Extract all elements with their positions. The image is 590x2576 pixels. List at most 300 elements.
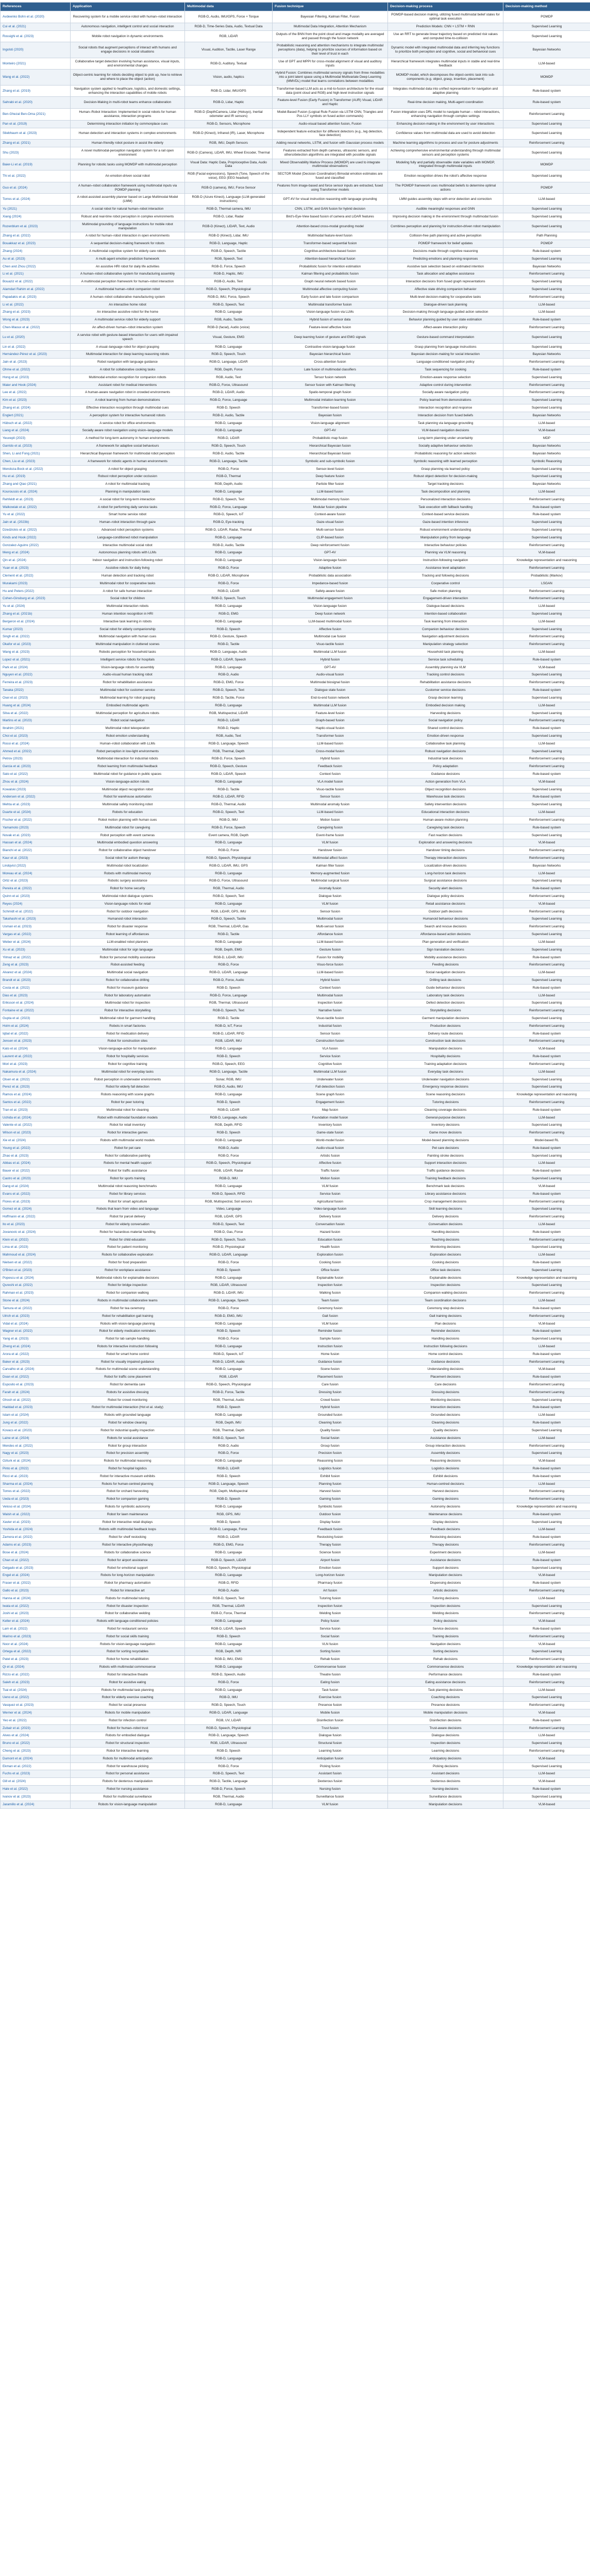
cell-reference[interactable]: Mendoza-Bock et al. (2022) (1, 465, 71, 473)
table-row (1, 1412, 590, 1419)
cell-reference[interactable]: Baker et al. (2023) (1, 1358, 71, 1366)
cell-reference[interactable]: Noor et al. (2024) (1, 1640, 71, 1648)
cell-reference[interactable]: Thi et al. (2022) (1, 171, 71, 182)
cell-fusion-technique: Probabilistic map fusion (273, 435, 388, 443)
cell-reference[interactable]: Fontaine et al. (2022) (1, 1007, 71, 1015)
cell-reference[interactable]: Joshi et al. (2023) (1, 1610, 71, 1618)
cell-reference[interactable]: Delgado et al. (2023) (1, 1564, 71, 1572)
cell-reference[interactable]: Yilmaz et al. (2022) (1, 954, 71, 961)
cell-application: Multimodal interaction for deep learning reasoning robots (71, 351, 185, 359)
cell-multimodal-data: RGB-D, Force, Ultrasound (185, 877, 273, 885)
cell-reference[interactable]: Kinds and Hook (2022) (1, 534, 71, 541)
cell-reference[interactable]: Wang et al. (2022) (1, 70, 71, 85)
cell-reference[interactable]: Alvarez et al. (2024) (1, 969, 71, 977)
cell-reference[interactable]: Zhou et al. (2024) (1, 778, 71, 786)
cell-reference[interactable]: Bouaziz et al. (2022) (1, 278, 71, 286)
cell-reference[interactable]: Jensen et al. (2023) (1, 1038, 71, 1045)
cell-reference[interactable]: Zamora et al. (2022) (1, 1534, 71, 1541)
cell-reference[interactable]: Wong et al. (2023) (1, 316, 71, 324)
cell-reference[interactable]: Bauer et al. (2022) (1, 1167, 71, 1175)
cell-reference[interactable]: Lin et al. (2022) (1, 343, 71, 351)
cell-decision-process: Team coordination decisions (388, 1297, 503, 1305)
cell-fusion-technique: Symbiotic fusion (273, 1503, 388, 1511)
cell-reference[interactable]: Iqbal et al. (2022) (1, 1030, 71, 1038)
cell-reference[interactable]: Reyes (2024) (1, 900, 71, 908)
cell-reference[interactable]: Vasquez et al. (2023) (1, 1702, 71, 1709)
cell-reference[interactable]: Alamdari Rahim et al. (2022) (1, 286, 71, 294)
cell-reference[interactable]: Jain et al. (2023b) (1, 519, 71, 527)
cell-reference[interactable]: Ohme et al. (2022) (1, 366, 71, 374)
cell-reference[interactable]: Rossi et al. (2024) (1, 740, 71, 748)
cell-reference[interactable]: Choi et al. (2023) (1, 732, 71, 740)
cell-reference[interactable]: Rizzo et al. (2022) (1, 1671, 71, 1679)
cell-reference[interactable]: Kumar (2023) (1, 625, 71, 633)
cell-reference[interactable]: Andersen et al. (2022) (1, 793, 71, 801)
cell-reference[interactable]: Perez et al. (2023) (1, 1083, 71, 1091)
cell-multimodal-data: RGB-D, Lidar, IMU/GPS (185, 85, 273, 97)
cell-reference[interactable]: Hassan et al. (2024) (1, 839, 71, 847)
cell-reference[interactable]: Ozturk et al. (2024) (1, 1458, 71, 1465)
cell-reference[interactable]: Zhang et al. (2021b) (1, 610, 71, 618)
cell-fusion-technique: Structural fusion (273, 1740, 388, 1748)
cell-reference[interactable]: Zhang et al. (2022) (1, 232, 71, 240)
cell-decision-method: Rule-based system (503, 1374, 590, 1381)
cell-reference[interactable]: Castro et al. (2023) (1, 1175, 71, 1183)
cell-reference[interactable]: Kowalski (2023) (1, 786, 71, 793)
cell-reference[interactable]: Tanaka (2022) (1, 687, 71, 694)
cell-reference[interactable]: Chan et al. (2022) (1, 1556, 71, 1564)
cell-reference[interactable]: Lima et al. (2023) (1, 1244, 71, 1251)
cell-reference[interactable]: Ferreira et al. (2023) (1, 679, 71, 687)
cell-decision-method: VLM-based (503, 1709, 590, 1717)
cell-reference[interactable]: Ibrahim (2021) (1, 725, 71, 733)
cell-reference[interactable]: Ben-Ghezal Ben-Oma (2021) (1, 109, 71, 121)
table-row (1, 457, 590, 465)
cell-reference[interactable]: Islam et al. (2024) (1, 1412, 71, 1419)
cell-reference[interactable]: Stone et al. (2024) (1, 1297, 71, 1305)
cell-reference[interactable]: Yamamoto (2023) (1, 824, 71, 832)
cell-reference[interactable]: Lee et al. (2022) (1, 389, 71, 397)
cell-reference[interactable]: Mendes et al. (2022) (1, 1442, 71, 1450)
cell-reference[interactable]: Shen, Li and Fong (2021) (1, 450, 71, 457)
cell-reference[interactable]: Flores et al. (2023) (1, 1198, 71, 1206)
cell-reference[interactable]: Jovanovic et al. (2024) (1, 1228, 71, 1236)
cell-reference[interactable]: Ghosh et al. (2022) (1, 1396, 71, 1404)
cell-fusion-technique: Multimodal surgical fusion (273, 877, 388, 885)
cell-reference[interactable]: Rehfeldt et al. (2023) (1, 496, 71, 503)
cell-reference[interactable]: Okafor et al. (2023) (1, 641, 71, 649)
cell-reference[interactable]: Iwata et al. (2022) (1, 1602, 71, 1610)
cell-reference[interactable]: Park et al. (2024) (1, 664, 71, 671)
cell-reference[interactable]: Osei et al. (2023) (1, 694, 71, 702)
cell-reference[interactable]: Olsen et al. (2022) (1, 1076, 71, 1083)
cell-reference[interactable]: Novak et al. (2023) (1, 832, 71, 839)
cell-reference[interactable]: Pinto et al. (2022) (1, 1465, 71, 1472)
cell-application: A robot learning from human demonstrations (71, 397, 185, 404)
cell-decision-method: Rule-based system (503, 247, 590, 255)
table-row (1, 870, 590, 877)
cell-reference[interactable]: Qin et al. (2024) (1, 557, 71, 565)
cell-reference[interactable]: Maier and Hook (2024) (1, 381, 71, 389)
cell-reference[interactable]: Zheng et al. (2024) (1, 1343, 71, 1350)
cell-reference[interactable]: Tran et al. (2023) (1, 1106, 71, 1114)
cell-reference[interactable]: Tamura et al. (2022) (1, 1304, 71, 1312)
cell-multimodal-data: RGB-D, Language (185, 1458, 273, 1465)
cell-reference[interactable]: Nagy et al. (2023) (1, 1450, 71, 1458)
table-row (1, 270, 590, 278)
cell-reference[interactable]: Ramos et al. (2024) (1, 1091, 71, 1099)
cell-reference[interactable]: Patel et al. (2023) (1, 1656, 71, 1664)
cell-reference[interactable]: Englert (2021) (1, 412, 71, 419)
cell-reference[interactable]: Dias et al. (2023) (1, 992, 71, 999)
cell-decision-method: Bayesian Networks (503, 443, 590, 450)
cell-fusion-technique: Sensor fusion (273, 793, 388, 801)
cell-multimodal-data: RGB-D, Force (185, 1762, 273, 1770)
cell-reference[interactable]: Abbas et al. (2024) (1, 1160, 71, 1167)
cell-decision-process: Assistance level adaptation (388, 565, 503, 572)
cell-application: A robot for performing daily service tasks (71, 503, 185, 511)
cell-reference[interactable]: Xie et al. (2024) (1, 1137, 71, 1145)
cell-reference[interactable]: Qureshi et al. (2022) (1, 1282, 71, 1290)
cell-reference[interactable]: Walkowiak et al. (2022) (1, 503, 71, 511)
cell-fusion-technique: LLM-based fusion (273, 969, 388, 977)
cell-reference[interactable]: Yuan et al. (2023) (1, 565, 71, 572)
cell-reference[interactable]: Marino et al. (2023) (1, 1633, 71, 1640)
cell-reference[interactable]: Yeuvepli (2023) (1, 435, 71, 443)
cell-decision-process: Library assistance decisions (388, 1190, 503, 1198)
cell-reference[interactable]: Ekman et al. (2022) (1, 1762, 71, 1770)
cell-reference[interactable]: Hernández-Pérez et al. (2023) (1, 351, 71, 359)
cell-reference[interactable]: Chen, Liu et al. (2023) (1, 457, 71, 465)
cell-reference[interactable]: Papadakis et al. (2023) (1, 293, 71, 301)
cell-reference[interactable]: Bouakkaz et al. (2023) (1, 240, 71, 248)
cell-reference[interactable]: Torres et al. (2022) (1, 1488, 71, 1496)
cell-reference[interactable]: Zeng et al. (2023) (1, 961, 71, 969)
cell-reference[interactable]: Guo et al. (2024) (1, 182, 71, 194)
cell-reference[interactable]: Li et al. (2021) (1, 270, 71, 278)
cell-reference[interactable]: Shu (2023) (1, 147, 71, 159)
table-row (1, 1137, 590, 1145)
cell-reference[interactable]: Hanna et al. (2024) (1, 1595, 71, 1602)
cell-multimodal-data: RGB-D, Language (185, 549, 273, 557)
cell-reference[interactable]: Carvalho et al. (2024) (1, 1366, 71, 1374)
cell-multimodal-data: RGB-D, Language (185, 1182, 273, 1190)
cell-reference[interactable]: Gupta et al. (2023) (1, 1015, 71, 1023)
cell-reference[interactable]: Zhang and Qiao (2021) (1, 481, 71, 488)
cell-reference[interactable]: Gallo et al. (2023) (1, 1587, 71, 1595)
cell-reference[interactable]: Sharma et al. (2024) (1, 1480, 71, 1488)
cell-reference[interactable]: Wagner et al. (2022) (1, 1328, 71, 1335)
cell-decision-method: Rule-based system (503, 1534, 590, 1541)
table-row (1, 717, 590, 725)
cell-reference[interactable]: Lindqvist (2022) (1, 862, 71, 870)
cell-reference[interactable]: Vidal et al. (2024) (1, 1320, 71, 1328)
cell-reference[interactable]: Nakamura et al. (2024) (1, 1068, 71, 1076)
cell-reference[interactable]: Brandt et al. (2023) (1, 976, 71, 984)
cell-decision-method: Supervised Learning (503, 1122, 590, 1129)
cell-reference[interactable]: Bruno et al. (2022) (1, 1740, 71, 1748)
table-row (1, 900, 590, 908)
cell-reference[interactable]: Liang et al. (2024) (1, 427, 71, 435)
cell-reference[interactable]: Bose et al. (2024) (1, 1549, 71, 1556)
cell-reference[interactable]: Ortega et al. (2022) (1, 1648, 71, 1656)
cell-decision-method: Supervised Learning (503, 1602, 590, 1610)
cell-reference[interactable]: Wilson et al. (2023) (1, 1129, 71, 1137)
cell-reference[interactable]: Gomez et al. (2024) (1, 1206, 71, 1213)
cell-reference[interactable]: Zhang et al. (2019) (1, 85, 71, 97)
cell-reference[interactable]: Laurent et al. (2022) (1, 1053, 71, 1061)
cell-fusion-technique: Presence fusion (273, 1702, 388, 1709)
cell-reference[interactable]: O'Brien et al. (2023) (1, 1266, 71, 1274)
cell-decision-method: Supervised Learning (503, 1427, 590, 1434)
cell-reference[interactable]: Zhang et al. (2024) (1, 404, 71, 412)
cell-multimodal-data: RGB, LiDAR, GPS, IMU (185, 908, 273, 916)
cell-application: Socially aware robot navigation using vision–language models (71, 427, 185, 435)
cell-reference[interactable]: Quinn et al. (2023) (1, 893, 71, 901)
cell-reference[interactable]: Walsh et al. (2022) (1, 1511, 71, 1518)
cell-reference[interactable]: Kouroussis et al. (2024) (1, 488, 71, 496)
cell-reference[interactable]: Ahmed et al. (2022) (1, 748, 71, 755)
cell-reference[interactable]: Nielsen et al. (2022) (1, 1259, 71, 1267)
cell-reference[interactable]: Costa et al. (2022) (1, 984, 71, 992)
cell-reference[interactable]: Hale et al. (2022) (1, 1786, 71, 1793)
cell-reference[interactable]: Doan et al. (2022) (1, 1374, 71, 1381)
cell-multimodal-data: RGB-D, Audio, Tactile (185, 412, 273, 419)
cell-reference[interactable]: Torres et al. (2024) (1, 194, 71, 206)
cell-reference[interactable]: Fraser et al. (2022) (1, 1580, 71, 1587)
cell-fusion-technique: Multimodal affective computing fusion (273, 286, 388, 294)
cell-reference[interactable]: Zubair et al. (2023) (1, 1724, 71, 1732)
cell-reference[interactable]: Weber et al. (2024) (1, 938, 71, 946)
cell-reference[interactable]: Dang et al. (2024) (1, 1182, 71, 1190)
cell-reference[interactable]: Nguyen et al. (2022) (1, 671, 71, 679)
cell-application: Robots with multimodal world models (71, 1137, 185, 1145)
cell-reference[interactable]: Wang et al. (2023) (1, 649, 71, 656)
cell-reference[interactable]: Farah et al. (2024) (1, 1388, 71, 1396)
cell-reference[interactable]: Chen-Maoux et al. (2022) (1, 324, 71, 332)
cell-reference[interactable]: Yu (2021) (1, 206, 71, 213)
cell-reference[interactable]: Clement et al. (2022) (1, 572, 71, 580)
cell-reference[interactable]: Kovacs et al. (2023) (1, 1427, 71, 1434)
cell-reference[interactable]: Adams et al. (2023) (1, 1541, 71, 1549)
cell-reference[interactable]: Monteiro (2021) (1, 58, 71, 70)
cell-reference[interactable]: Cohen-Ginsburg et al. (2023) (1, 595, 71, 603)
cell-reference[interactable]: Martins et al. (2023) (1, 717, 71, 725)
cell-reference[interactable]: Keller et al. (2024) (1, 1618, 71, 1625)
cell-reference[interactable]: Takahashi et al. (2023) (1, 916, 71, 923)
cell-reference[interactable]: Werner et al. (2024) (1, 1709, 71, 1717)
cell-reference[interactable]: Garcia et al. (2023) (1, 763, 71, 771)
cell-reference[interactable]: Klein et al. (2022) (1, 1236, 71, 1244)
cell-reference[interactable]: Dzedzickis et al. (2022) (1, 527, 71, 534)
table-row (1, 1503, 590, 1511)
cell-reference[interactable]: Engel et al. (2024) (1, 1572, 71, 1580)
cell-decision-method: Supervised Learning (503, 694, 590, 702)
cell-reference[interactable]: Zhao et al. (2023) (1, 1152, 71, 1160)
cell-reference[interactable]: Stiebhaum et al. (2023) (1, 128, 71, 140)
cell-reference[interactable]: Murakami (2023) (1, 580, 71, 587)
cell-reference[interactable]: Pereira et al. (2022) (1, 885, 71, 893)
cell-reference[interactable]: Kim et al. (2023) (1, 397, 71, 404)
cell-reference[interactable]: Arora et al. (2022) (1, 1350, 71, 1358)
cell-reference[interactable]: Vargas et al. (2022) (1, 931, 71, 939)
cell-reference[interactable]: Bergeron et al. (2024) (1, 618, 71, 625)
cell-fusion-technique: Symbolic and sub-symbolic fusion (273, 457, 388, 465)
cell-reference[interactable]: Fischer et al. (2022) (1, 816, 71, 824)
cell-reference[interactable]: Sato et al. (2022) (1, 771, 71, 778)
cell-reference[interactable]: Yu et al. (2022) (1, 511, 71, 519)
table-row (1, 748, 590, 755)
cell-reference[interactable]: Santos et al. (2022) (1, 1098, 71, 1106)
cell-fusion-technique: VLA fusion (273, 1045, 388, 1053)
cell-decision-process: Sorting decisions (388, 1648, 503, 1656)
cell-reference[interactable]: Eriksson et al. (2024) (1, 999, 71, 1007)
cell-fusion-technique: Display fusion (273, 1518, 388, 1526)
cell-reference[interactable]: Zhang et al. (2023) (1, 309, 71, 316)
cell-reference[interactable]: Pan et al. (2019) (1, 120, 71, 128)
cell-reference[interactable]: Ingolsti (2020) (1, 42, 71, 58)
cell-reference[interactable]: Cui et al. (2021) (1, 23, 71, 30)
cell-reference[interactable]: Zhang (2024) (1, 247, 71, 255)
cell-decision-method: LLM-based (503, 1114, 590, 1122)
cell-decision-method: Rule-based system (503, 1030, 590, 1038)
cell-reference[interactable]: Evans et al. (2022) (1, 1190, 71, 1198)
cell-reference[interactable]: Mori et al. (2023) (1, 1060, 71, 1068)
cell-multimodal-data: RGB-D, Language (185, 1549, 273, 1556)
cell-reference[interactable]: Cheng et al. (2023) (1, 1748, 71, 1755)
cell-reference[interactable]: Hong et al. (2023) (1, 374, 71, 381)
cell-reference[interactable]: Avdeenko Bohn et al. (2020) (1, 11, 71, 23)
table-row (1, 610, 590, 618)
cell-reference[interactable]: Popescu et al. (2024) (1, 1274, 71, 1282)
cell-reference[interactable]: Alves et al. (2024) (1, 1732, 71, 1740)
cell-decision-method: Reinforcement Learning (503, 359, 590, 366)
cell-reference[interactable]: Yu et al. (2024) (1, 603, 71, 611)
cell-reference[interactable]: Singh et al. (2022) (1, 633, 71, 641)
cell-multimodal-data: RGB-D, Speech, Audio (185, 1671, 273, 1679)
cell-reference[interactable]: Garrido et al. (2023) (1, 443, 71, 450)
cell-reference[interactable]: Xu et al. (2023) (1, 946, 71, 954)
cell-application: A human–robot collaboration framework using multimodal inputs via POMDP planning (71, 182, 185, 194)
cell-reference[interactable]: Xiang (2024) (1, 213, 71, 221)
cell-reference[interactable]: Lu et al. (2020) (1, 331, 71, 343)
cell-reference[interactable]: Saleh et al. (2023) (1, 1679, 71, 1686)
cell-reference[interactable]: Haddad et al. (2023) (1, 1404, 71, 1412)
cell-application: Robots for vision-language navigation (71, 1640, 185, 1648)
cell-reference[interactable]: Gill et al. (2024) (1, 1778, 71, 1786)
cell-reference[interactable]: Lam et al. (2022) (1, 1625, 71, 1633)
cell-reference[interactable]: Li et al. (2022) (1, 301, 71, 309)
cell-reference[interactable]: Valente et al. (2022) (1, 1122, 71, 1129)
cell-reference[interactable]: Mahmoud et al. (2024) (1, 1251, 71, 1259)
cell-decision-method: Supervised Learning (503, 1648, 590, 1656)
cell-reference[interactable]: Meng et al. (2024) (1, 549, 71, 557)
cell-reference[interactable]: Duarte et al. (2024) (1, 809, 71, 817)
cell-reference[interactable]: Jung et al. (2022) (1, 1419, 71, 1427)
cell-reference[interactable]: Ito et al. (2023) (1, 1221, 71, 1228)
cell-reference[interactable]: Zhang et al. (2021) (1, 140, 71, 147)
cell-reference[interactable]: Young et al. (2022) (1, 1144, 71, 1152)
cell-reference[interactable]: Petrov (2023) (1, 755, 71, 763)
cell-decision-method: LSGAN (503, 580, 590, 587)
cell-reference[interactable]: Holm et al. (2024) (1, 1022, 71, 1030)
cell-reference[interactable]: Yeo et al. (2022) (1, 1717, 71, 1724)
cell-reference[interactable]: Kato et al. (2024) (1, 1045, 71, 1053)
cell-reference[interactable]: Chen and Zhou (2022) (1, 263, 71, 270)
cell-reference[interactable]: Rossighi et al. (2023) (1, 30, 71, 42)
cell-reference[interactable]: Tsai et al. (2024) (1, 1686, 71, 1694)
cell-reference[interactable]: Hoffmann et al. (2022) (1, 1213, 71, 1221)
cell-decision-process: Machine learning algorithms to process and use for posture adjustments (388, 140, 503, 147)
cell-reference[interactable]: Jaramillo et al. (2024) (1, 1801, 71, 1808)
cell-application: Robot for elderly conversation (71, 1221, 185, 1228)
table-row (1, 255, 590, 263)
cell-multimodal-data: RGB-D, Force, Thermal (185, 1610, 273, 1618)
cell-reference[interactable]: Huang et al. (2024) (1, 702, 71, 709)
cell-reference[interactable]: Esposito et al. (2023) (1, 1381, 71, 1389)
cell-reference[interactable]: Hübsch et al. (2022) (1, 419, 71, 427)
cell-reference[interactable]: Silva et al. (2022) (1, 709, 71, 717)
cell-reference[interactable]: Jain et al. (2023) (1, 359, 71, 366)
cell-fusion-technique: Spatio-temporal graph fusion (273, 389, 388, 397)
cell-reference[interactable]: Lopez et al. (2021) (1, 656, 71, 664)
cell-reference[interactable]: Kaur et al. (2023) (1, 854, 71, 862)
cell-application: Robot for airport assistance (71, 1556, 185, 1564)
cell-decision-method: Supervised Learning (503, 832, 590, 839)
cell-reference[interactable]: Rozenblum et al. (2023) (1, 221, 71, 232)
cell-reference[interactable]: Qi et al. (2024) (1, 1664, 71, 1671)
cell-reference[interactable]: Rahman et al. (2023) (1, 1290, 71, 1297)
cell-decision-method: Reinforcement Learning (503, 1038, 590, 1045)
cell-reference[interactable]: Ricci et al. (2023) (1, 1472, 71, 1480)
cell-application: Multimodal robot reasoning benchmarks (71, 1182, 185, 1190)
cell-reference[interactable]: Ueda et al. (2023) (1, 1496, 71, 1503)
cell-application: Robot for crowd monitoring (71, 1396, 185, 1404)
cell-fusion-technique: Kalman filtering and probabilistic fusion (273, 270, 388, 278)
cell-reference[interactable]: Au et al. (2023) (1, 255, 71, 263)
cell-application: Planning in manipulation tasks (71, 488, 185, 496)
cell-reference[interactable]: Mehta et al. (2023) (1, 801, 71, 809)
cell-reference[interactable]: Yoshida et al. (2024) (1, 1526, 71, 1534)
cell-fusion-technique: Cognitive fusion (273, 1060, 388, 1068)
cell-reference[interactable]: Usman et al. (2023) (1, 923, 71, 931)
cell-decision-process: Dialogue-driven task planning (388, 301, 503, 309)
cell-reference[interactable]: Moreau et al. (2024) (1, 870, 71, 877)
cell-reference[interactable]: Ueno et al. (2022) (1, 1694, 71, 1702)
cell-reference[interactable]: Ivanov et al. (2023) (1, 1793, 71, 1801)
cell-reference[interactable]: Ortiz et al. (2023) (1, 877, 71, 885)
cell-reference[interactable]: Baier-Li et al. (2019) (1, 159, 71, 171)
cell-decision-process: Interactive behaviour policies (388, 541, 503, 549)
cell-reference[interactable]: Uchida et al. (2024) (1, 1114, 71, 1122)
cell-reference[interactable]: Dumont et al. (2024) (1, 1755, 71, 1762)
cell-reference[interactable]: Xavier et al. (2023) (1, 1518, 71, 1526)
cell-reference[interactable]: Laine et al. (2024) (1, 1434, 71, 1442)
cell-reference[interactable]: Hu and Peters (2022) (1, 587, 71, 595)
cell-reference[interactable]: Hu et al. (2019) (1, 473, 71, 481)
cell-reference[interactable]: Bianchi et al. (2022) (1, 847, 71, 855)
cell-reference[interactable]: Ulrich et al. (2023) (1, 1312, 71, 1320)
cell-reference[interactable]: Schmidt et al. (2022) (1, 908, 71, 916)
cell-reference[interactable]: Gonzalez-Aguirre (2022) (1, 541, 71, 549)
cell-reference[interactable]: Fuchs et al. (2023) (1, 1770, 71, 1778)
cell-reference[interactable]: Veloso et al. (2024) (1, 1503, 71, 1511)
cell-decision-method: Supervised Learning (503, 171, 590, 182)
cell-reference[interactable]: Yang et al. (2023) (1, 1335, 71, 1343)
cell-reference[interactable]: Sahrabi et al. (2020) (1, 97, 71, 109)
cell-fusion-technique: Conversation fusion (273, 1221, 388, 1228)
cell-decision-method: Supervised Learning (503, 1244, 590, 1251)
